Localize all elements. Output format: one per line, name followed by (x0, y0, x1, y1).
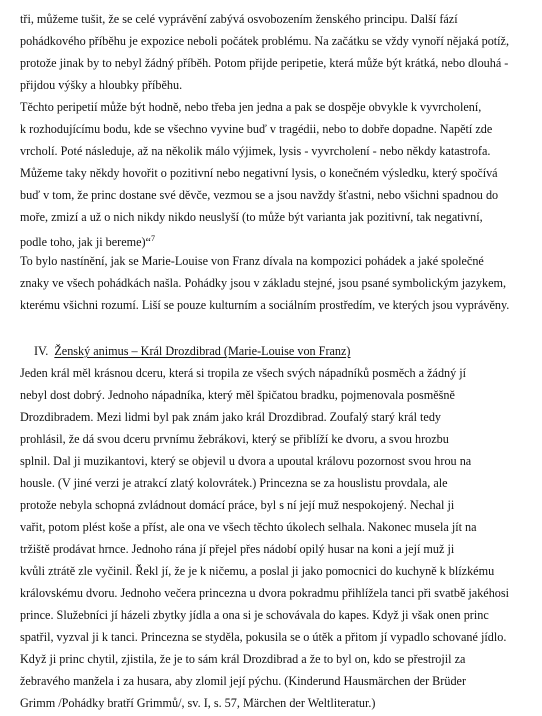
text-line: prince. Služebníci jí házeli zbytky jídla a ona si je schovávala do kapes. Když ji však onen princ (20, 608, 489, 622)
text-line: žebravého manžela i za husara, aby zlomil její pýchu. (Kinderund Hausmärchen der Brüder (20, 674, 467, 688)
text-line: Jeden král měl krásnou dceru, která si tropila ze všech svých nápadníků posměch a žádný jí (20, 366, 467, 380)
text-line: Můžeme taky někdy hovořit o pozitivní nebo negativní lysis, o konečném výsledku, který spočívá (20, 166, 498, 180)
text-line: vrcholí. Poté následuje, až na několik málo výjimek, lysis - vyvrcholení - nebo někdy katastrofa. (20, 144, 491, 158)
text-line: k rozhodujícímu bodu, kde se všechno vyvine buď v tragédii, nebo to dobře dopadne. Napětí zde (20, 122, 493, 136)
text-line: kterému všichni rozumí. Liší se pouze kulturním a sociálním prostředím, ve kterých jsou vyprávěny. (20, 298, 510, 312)
text-line: vařit, potom plést koše a příst, ale ona ve všech těchto úkolech selhala. Nakonec musela jít na (20, 520, 477, 534)
text-line: znaky ve všech pohádkách našla. Pohádky jsou v základu stejné, jsou psané symbolickým jazykem, (20, 276, 507, 290)
text-line: pohádkového příběhu je expozice neboli počátek problému. Na začátku se vždy vynoří nějaká potíž, (20, 34, 510, 48)
text-line: Grimm /Pohádky bratří Grimmů/, sv. I, s. 57, Märchen der Weltliteratur.) (20, 696, 376, 710)
text-line: Když ji princ chytil, zjistila, že je to sám král Drozdibrad a že to byl on, kdo se přestrojil za (20, 652, 466, 666)
text-line: To bylo nastínění, jak se Marie-Louise von Franz dívala na kompozici pohádek a jaké společné (20, 254, 484, 268)
text-line: prohlásil, že dá svou dceru prvnímu žebrákovi, který se přiblíží ke dvoru, a svou hrozbu (20, 432, 449, 446)
text-line: přijdou výšky a hloubky příběhu. (20, 78, 183, 92)
paragraph-story (20, 362, 520, 714)
section-gap (20, 316, 520, 340)
text-line: podle toho, jak ji bereme)“ (20, 235, 151, 250)
section-title: Ženský animus – Král Drozdibrad (Marie-Louise von Franz) (54, 344, 351, 358)
text-line: tři, můžeme tušit, že se celé vyprávění zabývá osvobozením ženského principu. Další fází (20, 12, 458, 26)
text-line: královskému dvoru. Jednoho večera princezna u dvora pokradmu přihlížela tanci při svatbě jakéhosi (20, 586, 510, 600)
text-line: nebyl dost dobrý. Jednoho nápadníka, který měl špičatou bradku, pojmenovala posměšně (20, 388, 455, 402)
text-line: protože jinak by to nebyl žádný příběh. Potom přijde peripetie, která může být krátká, nebo dlouhá - (20, 56, 509, 70)
text-line: splnil. Dal ji muzikantovi, který se objevil u dvora a upoutal královu pozornost svou hrou na (20, 454, 472, 468)
text-line: spatřil, vyzval ji k tanci. Princezna se styděla, pokusila se o útěk a přitom jí vypadlo schované jídlo. (20, 630, 507, 644)
text-line: buď v tom, že princ dostane své děvče, vezmou se a jsou navždy šťastni, nebo všichni spadnou do (20, 188, 499, 202)
text-line: housle. (V jiné verzi je atrakcí zlatý kolovrátek.) Princezna se za houslistu provdala, ale (20, 476, 448, 490)
paragraph-composition (20, 8, 520, 316)
document-page (20, 8, 520, 714)
footnote-reference[interactable]: 7 (150, 234, 155, 243)
text-line-with-footnote (20, 228, 520, 250)
section-heading (20, 340, 520, 362)
section-number: IV. (34, 344, 49, 358)
text-line: tržiště prodávat hrnce. Jednoho rána jí přejel přes nádobí opilý husar na koni a její muž ji (20, 542, 455, 556)
text-line: Drozdibradem. Mezi lidmi byl pak znám jako král Drozdibrad. Zoufalý starý král tedy (20, 410, 442, 424)
text-line: protože nebyla schopná zvládnout domácí práce, byl s ní její muž nespokojený. Nechal ji (20, 498, 455, 512)
text-line: kvůli ztrátě zle vyčinil. Řekl jí, že je k ničemu, a poslal ji jako pomocnici do kuchyně k blízkému (20, 564, 495, 578)
text-line: Těchto peripetií může být hodně, nebo třeba jen jedna a pak se dospěje obvykle k vyvrcholení, (20, 100, 482, 114)
text-line: moře, zmizí a už o nich nikdy nikdo neuslyší (to může být varianta jak pozitivní, tak negativní, (20, 210, 483, 224)
